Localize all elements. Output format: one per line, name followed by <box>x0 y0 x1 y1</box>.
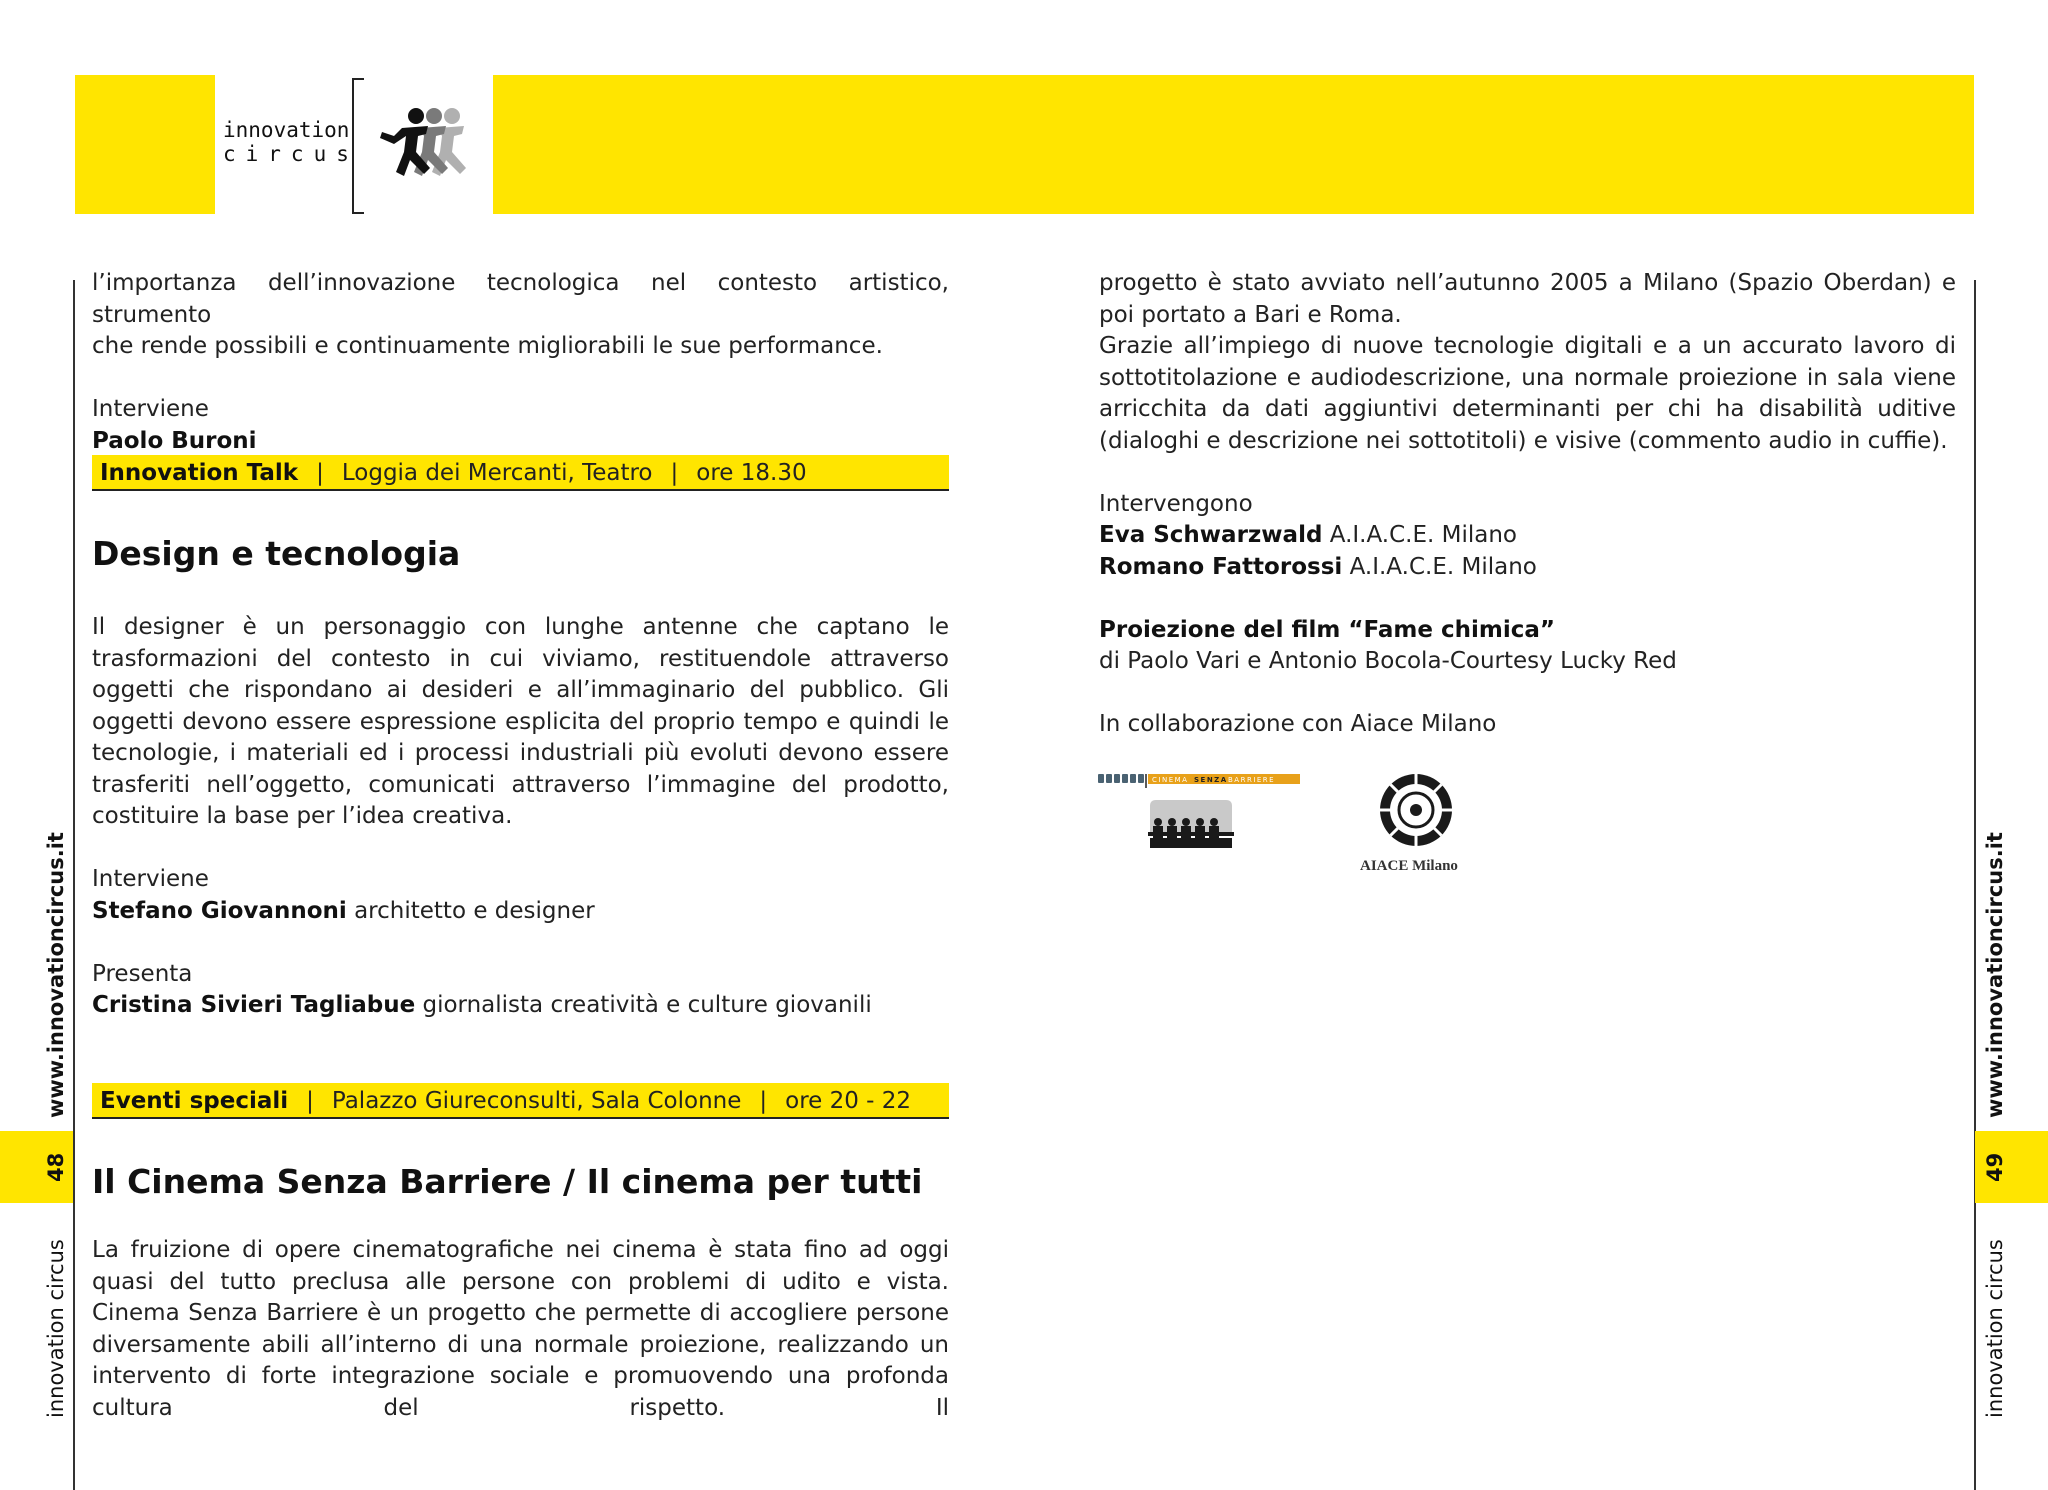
left-intro <box>92 268 949 457</box>
film-credits: di Paolo Vari e Antonio Bocola-Courtesy Lucky Red <box>1099 648 1677 674</box>
event-type: Innovation Talk <box>100 460 299 486</box>
logo-wordmark <box>223 118 359 166</box>
event-place: Palazzo Giureconsulti, Sala Colonne <box>331 1088 742 1114</box>
event-bar-innovation-talk <box>92 455 949 491</box>
heading-design-tecnologia: Design e tecnologia <box>92 534 461 573</box>
intro-line-1: l’importanza dell’innovazione tecnologica nel contesto artistico, strumento <box>92 270 949 328</box>
collaboration-note: In collaborazione con Aiace Milano <box>1099 711 1497 737</box>
right-page-number: 49 <box>1983 1152 2007 1182</box>
aiace-milano-logo <box>1360 772 1480 877</box>
speaker-name: Eva Schwarzwald <box>1099 522 1323 548</box>
event-bar-eventi-speciali <box>92 1083 949 1119</box>
presents-label: Presenta <box>92 960 193 987</box>
svg-text:SENZA: SENZA <box>1194 776 1228 784</box>
right-brand: innovation circus <box>1983 1239 2007 1418</box>
speaker-name: Cristina Sivieri Tagliabue <box>92 992 416 1018</box>
left-page-number: 48 <box>44 1152 68 1182</box>
event-place: Loggia dei Mercanti, Teatro <box>341 460 653 486</box>
right-margin-rule <box>1974 280 1976 1490</box>
speaker-name: Romano Fattorossi <box>1099 553 1343 580</box>
intervenes-label: Interviene <box>92 866 209 892</box>
speaker-line-schwarzwald <box>1099 520 1956 552</box>
event-type: Eventi speciali <box>100 1088 289 1114</box>
logo-bracket <box>352 78 364 214</box>
aiace-logo-text: AIACE Milano <box>1360 858 1458 874</box>
intervenes-label: Interviene <box>92 396 209 422</box>
technology-paragraph: Grazie all’impiego di nuove tecnologie digitali e a un accurato lavoro di sottotitolazione e audiodescrizione, una normale proiezione in sala viene arricchita da dati aggiuntivi determinanti per chi ha disabilità uditive (dialoghi e descrizione nei sottotitoli) e visive (commento audio in cuffie). <box>1099 333 1956 454</box>
continuation-paragraph: progetto è stato avviato nell’autunno 2005 a Milano (Spazio Oberdan) e poi portato a Bari e Roma. <box>1099 270 1956 328</box>
speaker-line-tagliabue <box>92 990 949 1022</box>
header-yellow-left <box>75 75 215 214</box>
separator: | <box>306 1088 314 1114</box>
right-column <box>1099 268 1956 741</box>
separator: | <box>759 1088 768 1114</box>
left-site-url: www.innovationcircus.it <box>44 832 68 1118</box>
intervene-label: Intervengono <box>1099 490 1253 517</box>
cinema-section <box>92 1235 949 1424</box>
cinema-paragraph: La fruizione di opere cinematografiche nei cinema è stata fino ad oggi quasi del tutto preclusa alle persone con problemi di udito e vista. Cinema Senza Barriere è un progetto che permette di accogliere persone diversamente abili all’interno di una normale proiezione, realizzando un intervento di forte integrazione sociale e promuovendo una profonda cultura del rispetto. Il <box>92 1237 949 1421</box>
separator: | <box>316 460 324 486</box>
speaker-role: giornalista creatività e culture giovanili <box>415 992 872 1018</box>
left-brand: innovation circus <box>44 1239 68 1418</box>
separator: | <box>670 460 679 486</box>
left-margin-rule <box>73 280 75 1490</box>
cinema-senza-barriere-logo <box>1098 772 1300 862</box>
right-site-url: www.innovationcircus.it <box>1983 832 2007 1118</box>
heading-cinema-senza-barriere: Il Cinema Senza Barriere / Il cinema per tutti <box>92 1162 923 1201</box>
header-yellow-bar <box>493 75 1974 214</box>
running-figures-icon <box>378 106 488 186</box>
svg-text:CINEMA: CINEMA <box>1152 776 1189 784</box>
speaker-org: A.I.A.C.E. Milano <box>1342 553 1537 580</box>
design-paragraph: Il designer è un personaggio con lunghe antenne che captano le trasformazioni del contesto in cui viviamo, restituendole attraverso oggetti che rispondano ai desideri e all’immaginario del pubblico. Gli oggetti devono essere espressione esplicita del proprio tempo e quindi le tecnologie, i materiali ed i processi industriali più evoluti devono essere trasferiti nell’oggetto, comunicati attraverso l’immagine del prodotto, costituire la base per l’idea creativa. <box>92 614 949 829</box>
event-time: ore 20 - 22 <box>785 1088 912 1114</box>
speaker-org: A.I.A.C.E. Milano <box>1322 522 1518 548</box>
logo-line-1: innovation <box>223 118 350 142</box>
speaker-name: Stefano Giovannoni <box>92 897 347 924</box>
film-title: Proiezione del film “Fame chimica” <box>1099 616 1555 643</box>
speaker-paolo-buroni: Paolo Buroni <box>92 427 257 454</box>
design-section <box>92 612 949 1022</box>
speaker-role: architetto e designer <box>346 897 595 924</box>
speaker-line-fattorossi <box>1099 552 1956 584</box>
svg-text:BARRIERE: BARRIERE <box>1228 776 1276 784</box>
logo-line-2: circus <box>223 142 359 166</box>
event-time: ore 18.30 <box>696 460 807 486</box>
intro-line-2: che rende possibili e continuamente migliorabili le sue performance. <box>92 333 883 359</box>
speaker-line-giovannoni <box>92 896 949 928</box>
